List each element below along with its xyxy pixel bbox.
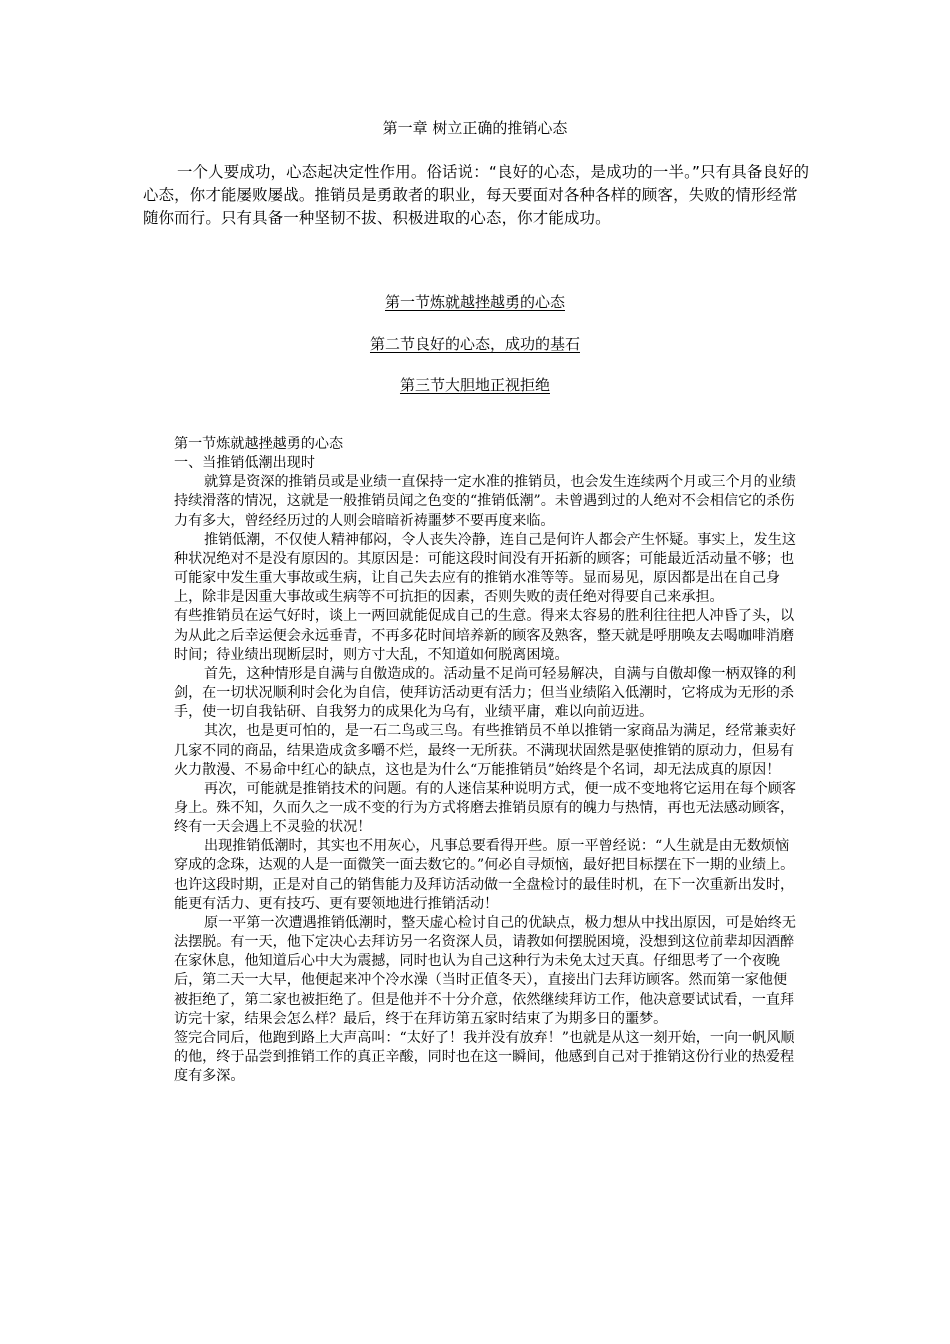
toc-item-section-3[interactable] (0, 374, 950, 396)
toc-link-section-3[interactable]: 第三节大胆地正视拒绝 (399, 376, 550, 394)
chapter-intro: 一个人要成功，心态起决定性作用。俗话说：“良好的心态，是成功的一半。”只有具备良好的心态，你才能屡败屡战。推销员是勇敢者的职业，每天要面对各种各样的顾客，失败的情形经常随你而行。只有具备一种坚韧不拔、积极进取的心态，你才能成功。 (143, 163, 810, 227)
toc-item-section-1[interactable] (0, 291, 950, 313)
body-paragraph: 推销低潮，不仅使人精神郁闷，令人丧失冷静，连自己是何许人都会产生怀疑。事实上，发生这种状况绝对不是没有原因的。其原因是：可能这段时间没有开拓新的顾客；可能最近活动量不够；也可能家中发生重大事故或生病，让自己失去应有的推销水准等等。显而易见，原因都是出在自己身上，除非是因重大事故或生病等不可抗拒的因素，否则失败的责任绝对得要自己来承担。 (174, 531, 796, 606)
section-heading: 第一节炼就越挫越勇的心态 (174, 436, 344, 452)
body-paragraph: 有些推销员在运气好时，谈上一两回就能促成自己的生意。得来太容易的胜利往往把人冲昏了头，以为从此之后幸运便会永远垂青，不再多花时间培养新的顾客及熟客，整天就是呼朋唤友去喝咖啡消磨时间；待业绩出现断层时，则方寸大乱，不知道如何脱离困境。 (174, 608, 795, 663)
body-paragraph: 出现推销低潮时，其实也不用灰心，凡事总要看得开些。原一平曾经说：“人生就是由无数烦恼穿成的念珠，达观的人是一面微笑一面去数它的。”何必自寻烦恼，最好把目标摆在下一期的业绩上。也许这段时期，正是对自己的销售能力及拜访活动做一全盘检讨的最佳时机，在下一次重新出发时，能更有活力、更有技巧、更有要领地进行推销活动！ (174, 838, 795, 912)
toc-link-section-2[interactable]: 第二节良好的心态，成功的基石 (369, 335, 580, 353)
toc-item-section-2[interactable] (0, 333, 950, 355)
section-body (174, 435, 796, 1086)
body-paragraph: 原一平第一次遭遇推销低潮时，整天虚心检讨自己的优缺点，极力想从中找出原因，可是始终无法摆脱。有一天，他下定决心去拜访另一名资深人员，请教如何摆脱困境，没想到这位前辈却因酒醉在家休息，他知道后心中大为震撼，同时也认为自己这种行为未免太过天真。仔细思考了一个夜晚后，第二天一大早，他便起来冲个冷水澡（当时正值冬天），直接出门去拜访顾客。然而第一家他便被拒绝了，第二家也被拒绝了。但是他并不十分介意，依然继续拜访工作，他决意要试试看，一直拜访完十家，结果会怎么样？最后，终于在拜访第五家时结束了为期多日的噩梦。 (174, 914, 796, 1027)
body-paragraph: 签完合同后，他跑到路上大声高叫：“太好了！我并没有放弃！”也就是从这一刻开始，一向一帆风顺的他，终于品尝到推销工作的真正辛酸，同时也在这一瞬间，他感到自己对于推销这份行业的热爱程度有多深。 (174, 1029, 795, 1085)
body-paragraph: 再次，可能就是推销技术的问题。有的人迷信某种说明方式，便一成不变地将它运用在每个顾客身上。殊不知，久而久之一成不变的行为方式将磨去推销员原有的魄力与热情，再也无法感动顾客，终有一天会遇上不灵验的状况！ (174, 780, 796, 836)
chapter-title: 第一章 树立正确的推销心态 (382, 119, 568, 137)
body-paragraph: 首先，这种情形是自满与自傲造成的。活动量不足尚可轻易解决，自满与自傲却像一柄双锋的利剑，在一切状况顺利时会化为自信，使拜访活动更有活力；但当业绩陷入低潮时，它将成为无形的杀手，使一切自我钻研、自我努力的成果化为乌有，业绩平庸，难以向前迈进。 (174, 665, 796, 721)
sub-heading: 一、当推销低潮出现时 (174, 455, 315, 472)
body-paragraph: 就算是资深的推销员或是业绩一直保持一定水准的推销员，也会发生连续两个月或三个月的业绩持续滑落的情况，这就是一般推销员闻之色变的“推销低潮”。未曾遇到过的人绝对不会相信它的杀伤力有多大，曾经经历过的人则会暗暗祈祷噩梦不要再度来临。 (174, 474, 796, 529)
body-paragraph: 其次，也是更可怕的，是一石二鸟或三鸟。有些推销员不单以推销一家商品为满足，经常兼卖好几家不同的商品，结果造成贪多嚼不烂，最终一无所获。不满现状固然是驱使推销的原动力，但易有火力散漫、不易命中红心的缺点，这也是为什么“万能推销员”始终是个名词，却无法成真的原因！ (174, 723, 796, 778)
toc-link-section-1[interactable]: 第一节炼就越挫越勇的心态 (384, 293, 565, 311)
